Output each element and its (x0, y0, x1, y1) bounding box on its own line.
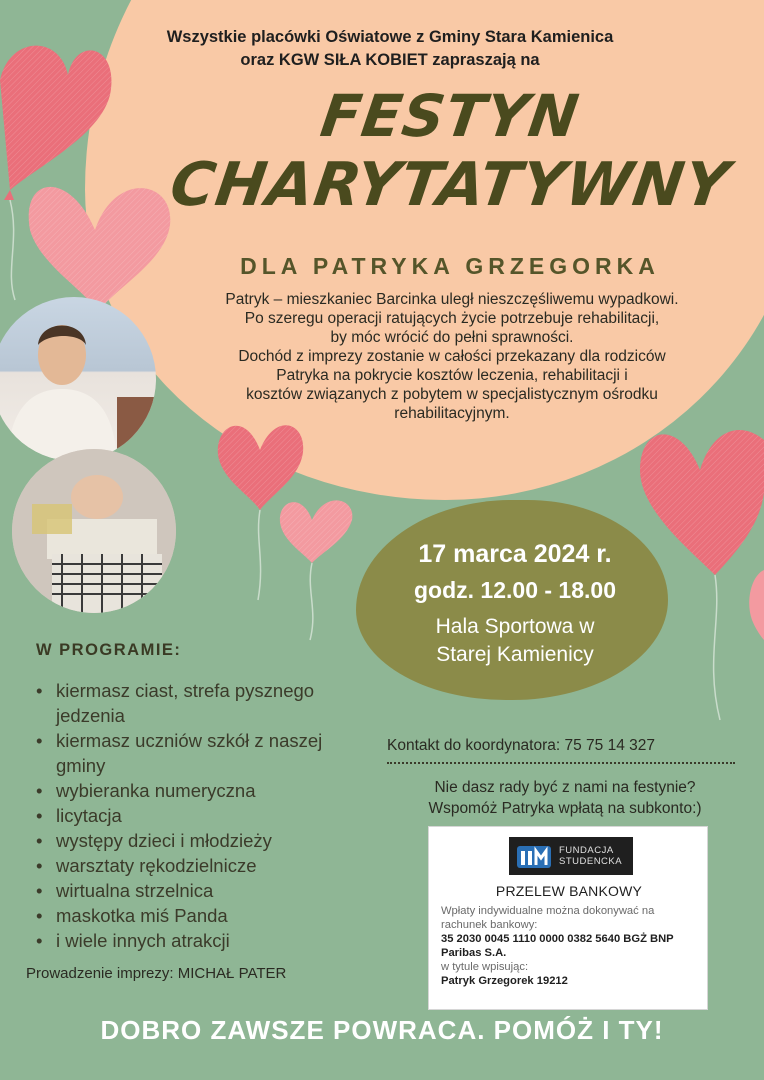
story-line: kosztów związanych z pobytem w specjalistycznym ośrodku (246, 386, 658, 403)
event-venue (370, 613, 660, 669)
logo-text-line: FUNDACJA (559, 845, 614, 856)
bank-transfer-card (428, 826, 708, 1010)
list-item: • warsztaty rękodzielnicze (36, 853, 376, 878)
program-list (36, 678, 376, 953)
header-line-2: oraz KGW SIŁA KOBIET zapraszają na (240, 51, 540, 69)
fundacja-logo-icon (509, 837, 633, 875)
logo-text-line: STUDENCKA (559, 856, 623, 867)
story-line: by móc wrócić do pełni sprawności. (330, 329, 574, 346)
organizers-header (60, 26, 720, 72)
bank-account-number: 35 2030 0045 1110 0000 0382 5640 BGŻ BNP Paribas S.A. (441, 933, 674, 959)
list-item: • kiermasz ciast, strefa pysznego jedzenia (36, 678, 376, 728)
logo-mark-icon (515, 842, 553, 870)
title-line-2: CHARYTATYWNY (166, 150, 734, 220)
footer-slogan: DOBRO ZAWSZE POWRACA. POMÓŻ I TY! (100, 1015, 664, 1045)
list-item: • występy dzieci i młodzieży (36, 828, 376, 853)
event-date: 17 marca 2024 r. (418, 540, 612, 568)
event-date-block (370, 540, 660, 604)
story-line: Dochód z imprezy zostanie w całości przekazany dla rodziców (238, 348, 666, 365)
donation-appeal (385, 777, 745, 819)
list-item: • maskotka miś Panda (36, 903, 376, 928)
venue-line-1: Hala Sportowa w (435, 615, 595, 638)
logo-text (559, 845, 622, 867)
list-item: • wybieranka numeryczna (36, 778, 376, 803)
bank-title: PRZELEW BANKOWY (495, 883, 643, 899)
transfer-title: Patryk Grzegorek 19212 (441, 975, 568, 987)
bank-intro: Wpłaty indywidualne można dokonywać na rachunek bankowy: (441, 905, 655, 931)
event-hours: godz. 12.00 - 18.00 (414, 577, 616, 603)
subtitle: DLA PATRYKA GRZEGORKA (240, 253, 660, 279)
story-line: Patryk – mieszkaniec Barcinka uległ nieszczęśliwemu wypadkowi. (225, 291, 679, 308)
title-line-1: FESTYN (316, 82, 584, 150)
story-line: Po szeregu operacji ratujących życie potrzebuje rehabilitacji, (244, 310, 660, 327)
appeal-line-1: Nie dasz rady być z nami na festynie? (434, 779, 696, 796)
bank-note: w tytule wpisując: (441, 961, 529, 973)
appeal-line-2: Wspomóż Patryka wpłatą na subkonto:) (428, 800, 702, 817)
story-text (162, 290, 742, 423)
bank-details (441, 904, 703, 988)
story-line: Patryka na pokrycie kosztów leczenia, rehabilitacji i (276, 367, 628, 384)
header-line-1: Wszystkie placówki Oświatowe z Gminy Stara Kamienica (166, 28, 614, 46)
list-item: • i wiele innych atrakcji (36, 928, 376, 953)
patryk-hospital-photo (12, 449, 176, 613)
program-heading: W PROGRAMIE: (36, 641, 182, 659)
event-host: Prowadzenie imprezy: MICHAŁ PATER (26, 965, 287, 982)
heart-balloon-icon (280, 500, 352, 640)
heart-balloon-icon (749, 570, 764, 640)
dotted-divider (387, 762, 735, 764)
list-item: • licytacja (36, 803, 376, 828)
list-item: • kiermasz uczniów szkół z naszej gminy (36, 728, 376, 778)
venue-line-2: Starej Kamienicy (436, 643, 594, 666)
list-item: • wirtualna strzelnica (36, 878, 376, 903)
coordinator-contact: Kontakt do koordynatora: 75 75 14 327 (387, 737, 656, 754)
story-line: rehabilitacyjnym. (394, 405, 510, 422)
